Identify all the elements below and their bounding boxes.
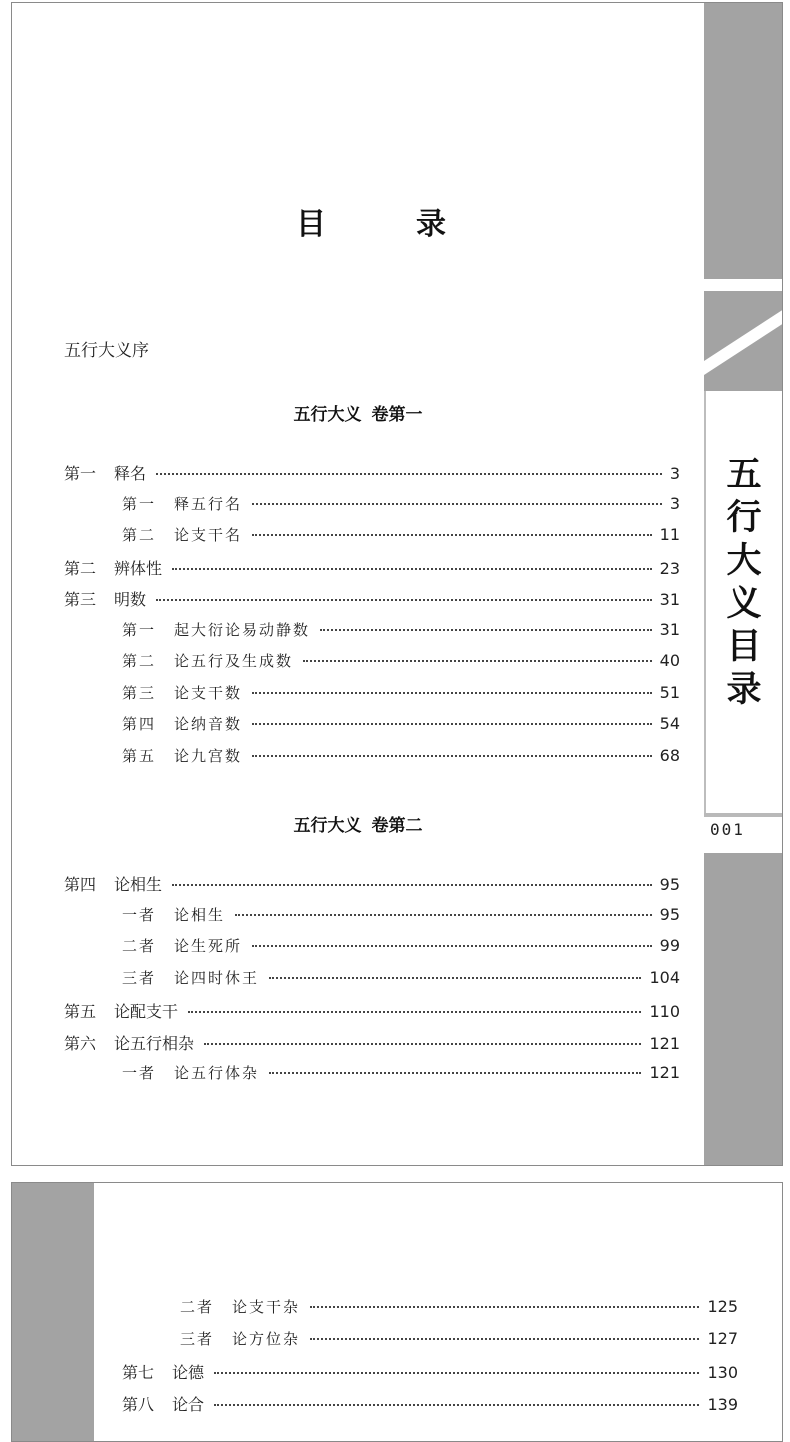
toc-entry[interactable]	[122, 967, 680, 989]
toc-leader-dots	[252, 692, 652, 694]
toc-leader-dots	[214, 1372, 699, 1374]
page-title-char: 录	[416, 207, 446, 242]
toc-entry-page: 68	[659, 745, 680, 765]
toc-entry-number: 第七	[122, 1363, 155, 1382]
toc-entry-label	[122, 493, 242, 514]
toc-entry-number: 第四	[122, 715, 157, 733]
toc-entry-title: 论配支干	[114, 1001, 179, 1021]
toc-entry-number: 三者	[180, 1330, 215, 1348]
toc-entry-label	[64, 587, 146, 610]
toc-entry-label	[180, 1328, 300, 1349]
toc-entry-label	[64, 872, 162, 895]
volume-heading-book: 五行大义	[293, 405, 362, 425]
volume-heading-volume: 卷第二	[371, 816, 423, 836]
toc-entry[interactable]	[180, 1296, 738, 1318]
toc-leader-dots	[252, 755, 652, 757]
toc-page-1	[11, 2, 783, 1166]
toc-leader-dots	[172, 568, 652, 570]
toc-entry-title: 论五行及生成数	[174, 652, 294, 670]
toc-entry-title: 论支干名	[174, 526, 243, 544]
toc-entry-label	[122, 682, 242, 703]
volume-heading-1	[12, 400, 704, 425]
toc-entry-label	[64, 1031, 194, 1054]
toc-entry-number: 第三	[64, 590, 97, 609]
toc-entry-title: 论五行体杂	[174, 1064, 260, 1083]
toc-page-2	[11, 1182, 783, 1442]
toc-entry-title: 释名	[114, 464, 147, 483]
toc-entry-title: 论合	[172, 1395, 205, 1414]
toc-entry[interactable]	[122, 1360, 738, 1382]
toc-entry-label	[122, 713, 242, 734]
toc-entry-page: 125	[707, 1297, 738, 1316]
toc-entry-number: 第二	[122, 526, 157, 544]
toc-entry-number: 第五	[122, 746, 157, 765]
toc-entry-label	[122, 1392, 204, 1415]
toc-entry-title: 论九宫数	[174, 746, 243, 765]
toc-entry[interactable]	[180, 1328, 738, 1350]
toc-entry-number: 一者	[122, 905, 157, 924]
toc-entry-label	[64, 556, 162, 579]
toc-entry-page: 3	[669, 464, 680, 483]
page-title-char: 目	[296, 207, 326, 242]
toc-entry-title: 论相生	[114, 875, 163, 894]
side-band-top	[704, 3, 783, 279]
toc-entry-page: 95	[659, 875, 680, 894]
toc-entry-title: 论五行相杂	[114, 1033, 195, 1053]
vertical-title-char: 大	[726, 540, 762, 581]
toc-entry-number: 第二	[64, 558, 97, 578]
toc-entry-number: 第六	[64, 1033, 97, 1053]
page-number: 001	[710, 820, 745, 839]
volume-heading-2	[12, 811, 704, 836]
toc-entry-title: 论支干杂	[232, 1298, 301, 1316]
toc-entry-label	[122, 650, 293, 671]
toc-entry-page: 121	[649, 1063, 680, 1083]
toc-entry[interactable]	[122, 1062, 680, 1084]
toc-entry[interactable]	[122, 493, 680, 515]
toc-entry[interactable]	[122, 619, 680, 641]
toc-entry-label	[122, 745, 242, 766]
toc-entry[interactable]	[122, 682, 680, 704]
toc-entry[interactable]	[64, 872, 680, 894]
toc-leader-dots	[252, 534, 652, 536]
toc-entry-page: 11	[659, 525, 680, 544]
toc-entry-label	[122, 935, 242, 956]
toc-entry-number: 第一	[122, 494, 157, 513]
toc-entry[interactable]	[64, 999, 680, 1021]
toc-entry-number: 二者	[180, 1298, 215, 1316]
toc-entry[interactable]	[64, 556, 680, 578]
vertical-title	[704, 453, 783, 711]
toc-leader-dots	[156, 473, 662, 475]
toc-leader-dots	[188, 1011, 641, 1013]
side-band-left	[12, 1183, 94, 1442]
toc-leader-dots	[252, 945, 652, 947]
toc-entry-page: 3	[669, 493, 680, 513]
toc-entry-title: 论纳音数	[174, 715, 243, 733]
toc-entry-title: 释五行名	[174, 494, 243, 513]
toc-entry-title: 论方位杂	[232, 1330, 301, 1348]
toc-entry[interactable]	[64, 461, 680, 483]
toc-leader-dots	[252, 503, 662, 505]
toc-entry[interactable]	[122, 713, 680, 735]
toc-entry-number: 第一	[122, 620, 157, 639]
toc-entry-label	[122, 967, 259, 988]
toc-entry[interactable]	[122, 524, 680, 546]
toc-entry-number: 三者	[122, 969, 157, 988]
toc-entry-label	[180, 1296, 300, 1317]
toc-entry[interactable]	[122, 745, 680, 767]
toc-entry-label	[122, 1360, 204, 1383]
toc-entry[interactable]	[122, 1392, 738, 1414]
toc-entry[interactable]	[122, 650, 680, 672]
toc-entry-number: 二者	[122, 937, 157, 956]
toc-entry-title: 论支干数	[174, 683, 243, 702]
toc-entry-page: 139	[707, 1395, 738, 1414]
toc-entry-page: 95	[659, 904, 680, 924]
toc-entry-number: 第三	[122, 683, 157, 702]
toc-entry-label	[122, 619, 310, 640]
toc-entry-number: 第五	[64, 1001, 97, 1021]
toc-leader-dots	[235, 914, 652, 916]
toc-entry[interactable]	[64, 1031, 680, 1053]
toc-entry-number: 第四	[64, 875, 97, 894]
toc-entry-page: 110	[649, 1001, 680, 1021]
toc-entry-number: 第一	[64, 464, 97, 483]
toc-entry-title: 起大衍论易动静数	[174, 620, 311, 639]
side-band-stripe	[704, 279, 783, 291]
volume-heading-volume: 卷第一	[371, 405, 423, 425]
toc-leader-dots	[320, 629, 652, 631]
toc-entry-label	[64, 999, 178, 1022]
toc-entry-page: 99	[659, 936, 680, 956]
toc-entry-number: 一者	[122, 1064, 157, 1083]
toc-leader-dots	[303, 660, 652, 662]
toc-entry-title: 辨体性	[114, 558, 163, 578]
toc-entry-label	[64, 461, 146, 484]
vertical-title-char: 目	[726, 626, 762, 667]
vertical-title-char: 义	[726, 583, 762, 624]
toc-entry-label	[122, 1062, 259, 1083]
toc-leader-dots	[310, 1306, 699, 1308]
toc-entry-number: 第八	[122, 1395, 155, 1414]
toc-leader-dots	[172, 884, 652, 886]
toc-entry-page: 127	[707, 1329, 738, 1348]
toc-entry-page: 51	[659, 682, 680, 702]
toc-leader-dots	[252, 723, 652, 725]
toc-entry-title: 论生死所	[174, 937, 243, 956]
toc-leader-dots	[156, 599, 652, 601]
toc-entry-label	[122, 524, 242, 545]
toc-entry-page: 121	[649, 1033, 680, 1053]
toc-leader-dots	[269, 977, 641, 979]
side-band-bottom	[704, 853, 783, 1166]
toc-entry[interactable]	[122, 935, 680, 957]
toc-entry-page: 130	[707, 1363, 738, 1382]
toc-entry-page: 31	[659, 590, 680, 609]
toc-entry[interactable]	[64, 587, 680, 609]
toc-leader-dots	[269, 1072, 641, 1074]
side-band-diagonal	[704, 291, 783, 391]
toc-entry-label	[122, 904, 225, 925]
toc-entry-title: 论相生	[174, 905, 226, 924]
toc-entry-number: 第二	[122, 652, 157, 670]
toc-entry-page: 54	[659, 714, 680, 733]
toc-entry-page: 23	[659, 558, 680, 578]
toc-leader-dots	[214, 1404, 699, 1406]
toc-leader-dots	[310, 1338, 699, 1340]
toc-entry-title: 论四时休王	[174, 969, 260, 988]
vertical-title-char: 录	[726, 669, 762, 710]
toc-entry-page: 40	[659, 651, 680, 670]
toc-entry-page: 104	[649, 968, 680, 988]
toc-preface-link[interactable]: 五行大义序	[64, 341, 149, 361]
volume-heading-book: 五行大义	[293, 816, 362, 836]
vertical-title-char: 行	[726, 497, 762, 538]
vertical-title-char: 五	[726, 454, 762, 495]
toc-entry[interactable]	[122, 904, 680, 926]
toc-entry-title: 明数	[114, 590, 147, 609]
toc-entry-page: 31	[659, 619, 680, 639]
toc-leader-dots	[204, 1043, 641, 1045]
toc-entry-title: 论德	[172, 1363, 205, 1382]
